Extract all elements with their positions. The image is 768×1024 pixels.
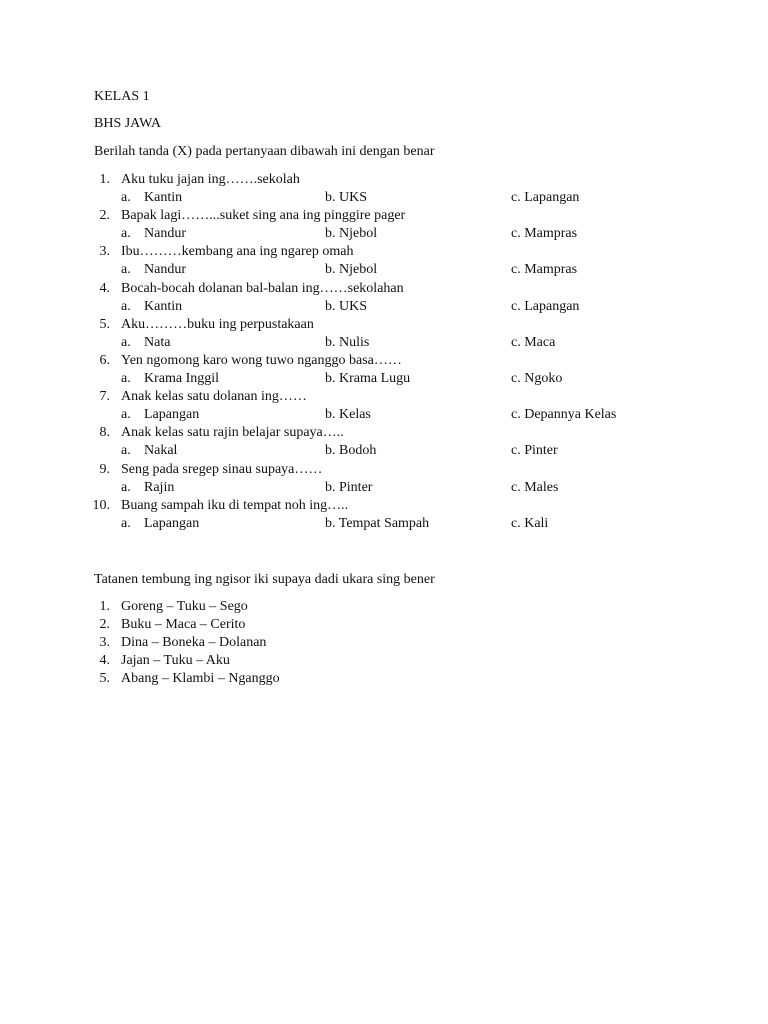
option-c: c. Lapangan <box>511 190 580 206</box>
options-row <box>0 515 768 533</box>
question-number: 7. <box>99 389 110 405</box>
option-a-letter: a. <box>121 479 131 495</box>
option-a: Kantin <box>144 190 183 206</box>
option-c: c. Mampras <box>511 226 578 242</box>
arrange-item <box>0 670 768 688</box>
arrange-text: Abang – Klambi – Nganggo <box>121 671 280 687</box>
option-c: c. Males <box>511 479 559 495</box>
option-b: b. Krama Lugu <box>325 371 411 387</box>
question-text: Anak kelas satu rajin belajar supaya….. <box>121 425 344 441</box>
question-number: 5. <box>99 316 110 332</box>
question-number: 4. <box>99 280 110 296</box>
arrange-text: Jajan – Tuku – Aku <box>121 653 230 669</box>
option-c: c. Kali <box>511 515 549 531</box>
option-a: Nakal <box>144 443 178 459</box>
question-item <box>0 352 768 370</box>
section2-instruction: Tatanen tembung ing ngisor iki supaya dadi ukara sing bener <box>94 572 435 587</box>
option-b: b. UKS <box>325 190 368 206</box>
option-a-letter: a. <box>121 226 131 242</box>
question-text: Aku………buku ing perpustakaan <box>121 316 314 332</box>
arrange-list <box>0 598 768 688</box>
question-item <box>0 461 768 479</box>
subject-label: BHS JAWA <box>94 116 161 131</box>
options-row <box>0 479 768 497</box>
options-row <box>0 370 768 388</box>
option-a: Nandur <box>144 226 186 242</box>
question-item <box>0 207 768 225</box>
question-number: 8. <box>99 425 110 441</box>
option-c: c. Pinter <box>511 443 558 459</box>
options-row <box>0 261 768 279</box>
question-text: Bapak lagi……...suket sing ana ing pinggire pager <box>121 208 406 224</box>
arrange-text: Goreng – Tuku – Sego <box>121 599 248 614</box>
question-text: Bocah-bocah dolanan bal-balan ing……sekolahan <box>121 280 404 296</box>
question-item <box>0 388 768 406</box>
option-b: b. Nulis <box>325 334 370 350</box>
option-a: Lapangan <box>144 407 200 423</box>
arrange-item <box>0 652 768 670</box>
arrange-number: 5. <box>99 671 110 687</box>
class-label: KELAS 1 <box>94 89 150 104</box>
option-c: c. Depannya Kelas <box>511 407 617 423</box>
question-item <box>0 424 768 442</box>
option-a-letter: a. <box>121 262 131 278</box>
option-a-letter: a. <box>121 371 131 387</box>
option-a: Lapangan <box>144 515 200 531</box>
option-c: c. Mampras <box>511 262 578 278</box>
question-number: 10. <box>92 497 110 513</box>
option-a-letter: a. <box>121 298 131 314</box>
arrange-number: 3. <box>99 635 110 651</box>
option-b: b. Njebol <box>325 226 378 242</box>
question-text: Buang sampah iku di tempat noh ing….. <box>121 497 349 513</box>
option-a: Rajin <box>144 479 175 495</box>
option-c: c. Maca <box>511 334 556 350</box>
option-a-letter: a. <box>121 443 131 459</box>
option-a-letter: a. <box>121 190 131 206</box>
instruction-text: Berilah tanda (X) pada pertanyaan dibawah ini dengan benar <box>94 144 435 159</box>
option-a-letter: a. <box>121 407 131 423</box>
options-row <box>0 189 768 207</box>
question-text: Anak kelas satu dolanan ing…… <box>121 389 307 405</box>
option-c: c. Ngoko <box>511 371 563 387</box>
arrange-item <box>0 616 768 634</box>
options-row <box>0 406 768 424</box>
option-b: b. Bodoh <box>325 443 377 459</box>
arrange-text: Buku – Maca – Cerito <box>121 617 246 633</box>
options-row <box>0 334 768 352</box>
question-item <box>0 280 768 298</box>
option-c: c. Lapangan <box>511 298 580 314</box>
option-a-letter: a. <box>121 515 131 531</box>
question-item <box>0 243 768 261</box>
question-item <box>0 316 768 334</box>
question-number: 1. <box>99 172 110 187</box>
question-number: 9. <box>99 461 110 477</box>
question-number: 6. <box>99 352 110 368</box>
question-text: Seng pada sregep sinau supaya…… <box>121 461 323 477</box>
option-a: Krama Inggil <box>144 371 220 387</box>
arrange-number: 4. <box>99 653 110 669</box>
question-text: Ibu………kembang ana ing ngarep omah <box>121 244 354 260</box>
options-row <box>0 442 768 460</box>
arrange-text: Dina – Boneka – Dolanan <box>121 635 267 651</box>
question-number: 3. <box>99 244 110 260</box>
option-b: b. Tempat Sampah <box>325 515 430 531</box>
question-number: 2. <box>99 208 110 224</box>
arrange-item <box>0 634 768 652</box>
option-b: b. UKS <box>325 298 368 314</box>
options-row <box>0 298 768 316</box>
arrange-number: 2. <box>99 617 110 633</box>
option-b: b. Kelas <box>325 407 371 423</box>
question-item <box>0 497 768 515</box>
question-list <box>0 171 768 533</box>
option-a-letter: a. <box>121 334 131 350</box>
question-text: Aku tuku jajan ing…….sekolah <box>121 172 300 187</box>
option-b: b. Pinter <box>325 479 373 495</box>
arrange-item <box>0 598 768 616</box>
option-a: Nata <box>144 334 171 350</box>
option-a: Kantin <box>144 298 183 314</box>
arrange-number: 1. <box>99 599 110 614</box>
question-text: Yen ngomong karo wong tuwo nganggo basa…… <box>121 352 402 368</box>
options-row <box>0 225 768 243</box>
option-a: Nandur <box>144 262 186 278</box>
option-b: b. Njebol <box>325 262 378 278</box>
question-item <box>0 171 768 189</box>
